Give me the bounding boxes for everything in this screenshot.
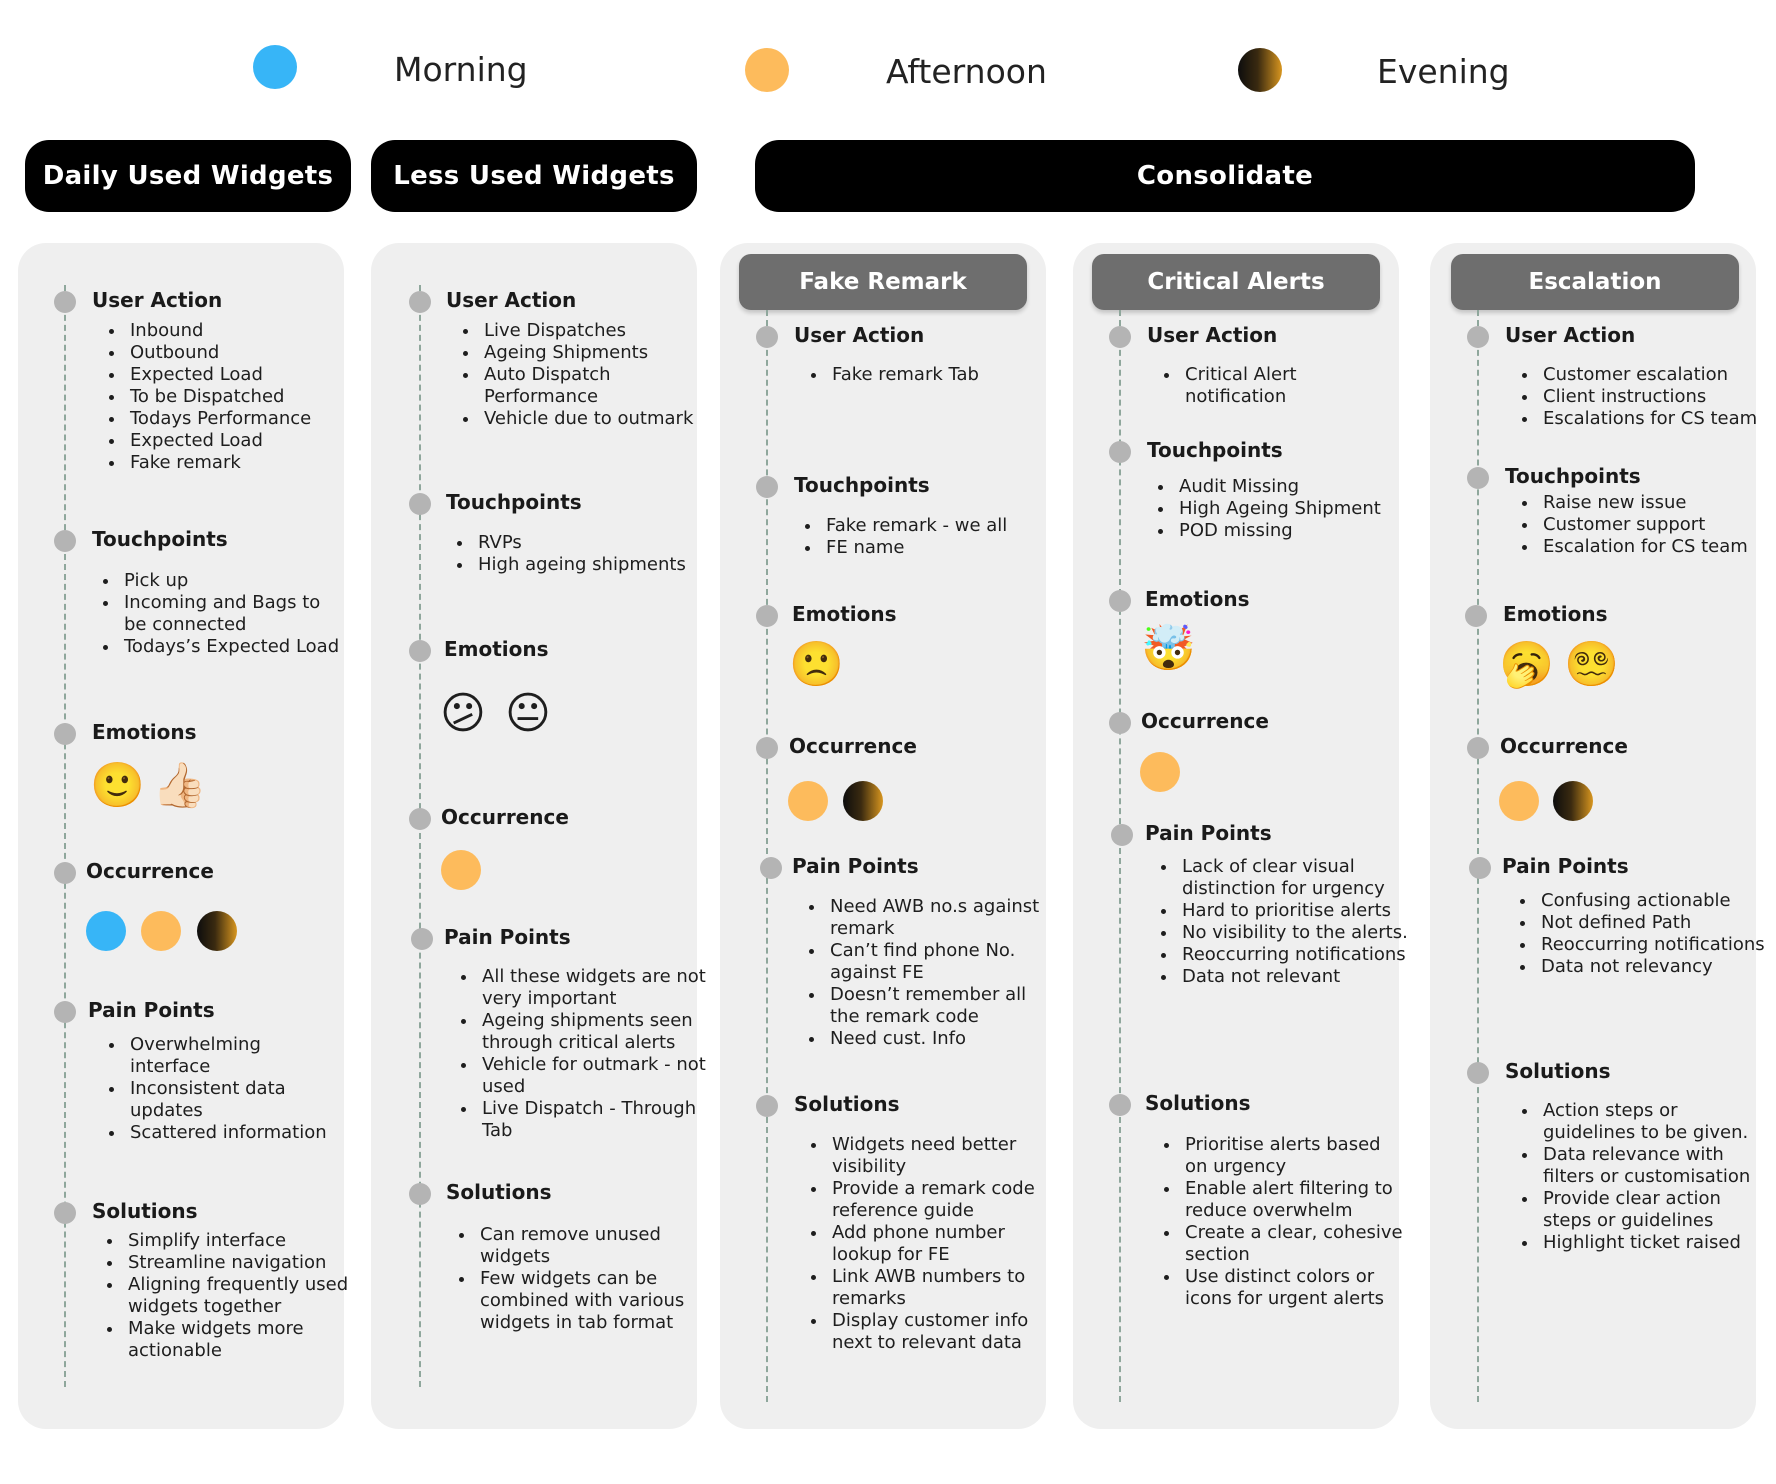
morning-dot [253,45,297,89]
list-item: • No visibility to the alerts. [1178,922,1408,944]
fake-remark-header: Fake Remark [739,254,1027,310]
legend-label-afternoon: Afternoon [886,52,1047,91]
list-item: • Few widgets can be combined with various widgets in tab format [476,1268,702,1334]
list-item: • Expected Load [126,364,346,386]
pain-points-list [798,896,1056,1050]
list-item: • Need AWB no.s against remark [826,896,1056,940]
escalation-header: Escalation [1451,254,1739,310]
solutions-title: Solutions [794,1092,900,1116]
list-item: • Provide clear action steps or guidelines [1539,1188,1765,1232]
list-item: • Provide a remark code reference guide [828,1178,1054,1222]
occurrence-title: Occurrence [441,805,569,829]
emotions-title: Emotions [792,602,897,626]
section-dot [409,1183,431,1205]
section-dot [1467,467,1489,489]
list-item: • Enable alert filtering to reduce overwhelm [1181,1178,1407,1222]
afternoon-dot [1140,752,1180,792]
pain-points-list [450,966,708,1142]
pain-points-title: Pain Points [1502,854,1629,878]
touchpoints-list [446,532,694,576]
list-item: • To be Dispatched [126,386,346,408]
list-item: • Action steps or guidelines to be given. [1539,1100,1765,1144]
list-item: • Lack of clear visual distinction for urgency [1178,856,1408,900]
section-dot [1109,326,1131,348]
solutions-list [800,1134,1054,1354]
list-item: • Outbound [126,342,346,364]
occurrence-title: Occurrence [789,734,917,758]
section-dot [756,476,778,498]
occurrence-title: Occurrence [1141,709,1269,733]
list-item: • Fake remark - we all [822,515,1052,537]
section-dot [54,291,76,313]
section-dot [1467,1062,1489,1084]
solutions-list [448,1224,702,1334]
list-item: • Fake remark Tab [828,364,1048,386]
list-item: • Display customer info next to relevant data [828,1310,1054,1354]
section-dot [411,928,433,950]
section-dot [756,737,778,759]
list-item: • Highlight ticket raised [1539,1232,1765,1254]
list-item: • Live Dispatch - Through Tab [478,1098,708,1142]
touchpoints-list [1147,476,1401,542]
user-action-list [1153,364,1401,408]
timeline [419,285,421,1387]
list-item: • Add phone number lookup for FE [828,1222,1054,1266]
evening-dot [1553,781,1593,821]
list-item: • Fake remark [126,452,346,474]
less-used-widgets-header: Less Used Widgets [371,140,697,212]
list-item: • Prioritise alerts based on urgency [1181,1134,1407,1178]
list-item: • Vehicle for outmark - not used [478,1054,708,1098]
list-item: • POD missing [1175,520,1401,542]
timeline [1119,310,1121,1402]
frowning-face-emoji: 🙁 [789,639,844,690]
touchpoints-title: Touchpoints [1505,464,1641,488]
section-dot [760,857,782,879]
list-item: • Raise new issue [1539,492,1759,514]
touchpoints-list [92,570,346,658]
touchpoints-title: Touchpoints [92,527,228,551]
pain-points-title: Pain Points [88,998,215,1022]
pain-points-list [98,1034,346,1144]
list-item: • Todays’s Expected Load [120,636,346,658]
section-dot [54,862,76,884]
evening-dot [843,781,883,821]
touchpoints-title: Touchpoints [794,473,930,497]
list-item: • Inbound [126,320,346,342]
smiling-face-emoji: 🙂 [90,760,145,811]
touchpoints-list [794,515,1052,559]
afternoon-dot [745,48,789,92]
list-item: • Scattered information [126,1122,346,1144]
section-dot [409,291,431,313]
user-action-list [1511,364,1759,430]
section-dot [1467,326,1489,348]
pain-points-title: Pain Points [792,854,919,878]
list-item: • Pick up [120,570,346,592]
user-action-title: User Action [1147,323,1278,347]
list-item: • Critical Alert notification [1181,364,1401,408]
consolidate-header: Consolidate [755,140,1695,212]
morning-dot [86,911,126,951]
list-item: • Can remove unused widgets [476,1224,702,1268]
touchpoints-title: Touchpoints [446,490,582,514]
user-action-title: User Action [92,288,223,312]
list-item: • Confusing actionable [1537,890,1767,912]
list-item: • Incoming and Bags to be connected [120,592,346,636]
list-item: • Create a clear, cohesive section [1181,1222,1407,1266]
user-action-title: User Action [446,288,577,312]
list-item: • All these widgets are not very important [478,966,708,1010]
section-dot [54,1001,76,1023]
daily-used-widgets-header: Daily Used Widgets [25,140,351,212]
list-item: • Simplify interface [124,1230,350,1252]
afternoon-dot [141,911,181,951]
emotions-title: Emotions [92,720,197,744]
list-item: • Todays Performance [126,408,346,430]
afternoon-dot [441,850,481,890]
legend-label-morning: Morning [394,50,528,89]
list-item: • Ageing Shipments [480,342,700,364]
evening-dot [1238,48,1282,92]
solutions-title: Solutions [446,1180,552,1204]
touchpoints-title: Touchpoints [1147,438,1283,462]
pain-points-title: Pain Points [1145,821,1272,845]
list-item: • High Ageing Shipment [1175,498,1401,520]
list-item: • Inconsistent data updates [126,1078,346,1122]
pain-points-list [1150,856,1408,988]
section-dot [1465,605,1487,627]
list-item: • Overwhelming interface [126,1034,346,1078]
evening-dot [197,911,237,951]
list-item: • FE name [822,537,1052,559]
occurrence-title: Occurrence [86,859,214,883]
afternoon-dot [1499,781,1539,821]
section-dot [54,530,76,552]
list-item: • High ageing shipments [474,554,694,576]
list-item: • Doesn’t remember all the remark code [826,984,1056,1028]
solutions-title: Solutions [1505,1059,1611,1083]
list-item: • Link AWB numbers to remarks [828,1266,1054,1310]
list-item: • Customer support [1539,514,1759,536]
list-item: • Aligning frequently used widgets together [124,1274,350,1318]
user-action-list [452,320,700,430]
pain-points-list [1509,890,1767,978]
section-dot [756,605,778,627]
legend-label-evening: Evening [1377,52,1510,91]
timeline [766,310,768,1402]
section-dot [1469,857,1491,879]
list-item: • Streamline navigation [124,1252,350,1274]
critical-alerts-header: Critical Alerts [1092,254,1380,310]
user-action-list [98,320,346,474]
touchpoints-list [1511,492,1759,558]
list-item: • Widgets need better visibility [828,1134,1054,1178]
dizzy-face-emoji: 😵‍💫 [1564,639,1619,690]
neutral-face-emoji: 😐 [505,688,551,739]
list-item: • Escalation for CS team [1539,536,1759,558]
list-item: • Vehicle due to outmark [480,408,700,430]
list-item: • Use distinct colors or icons for urgent alerts [1181,1266,1407,1310]
list-item: • Data relevance with filters or customisation [1539,1144,1765,1188]
solutions-list [1511,1100,1765,1254]
list-item: • Data not relevancy [1537,956,1767,978]
section-dot [54,1202,76,1224]
section-dot [1109,441,1131,463]
pain-points-title: Pain Points [444,925,571,949]
section-dot [756,1095,778,1117]
section-dot [54,723,76,745]
list-item: • Hard to prioritise alerts [1178,900,1408,922]
user-action-title: User Action [1505,323,1636,347]
thumbs-up-emoji: 👍🏻 [152,760,207,811]
list-item: • Ageing shipments seen through critical alerts [478,1010,708,1054]
section-dot [756,326,778,348]
section-dot [1467,737,1489,759]
occurrence-title: Occurrence [1500,734,1628,758]
solutions-list [96,1230,350,1362]
list-item: • Data not relevant [1178,966,1408,988]
section-dot [1109,1094,1131,1116]
list-item: • Can’t find phone No. against FE [826,940,1056,984]
section-dot [409,640,431,662]
list-item: • Customer escalation [1539,364,1759,386]
list-item: • Escalations for CS team [1539,408,1759,430]
emotions-title: Emotions [444,637,549,661]
list-item: • Expected Load [126,430,346,452]
list-item: • Need cust. Info [826,1028,1056,1050]
list-item: • Auto Dispatch Performance [480,364,700,408]
list-item: • Audit Missing [1175,476,1401,498]
list-item: • Make widgets more actionable [124,1318,350,1362]
solutions-list [1153,1134,1407,1310]
solutions-title: Solutions [92,1199,198,1223]
section-dot [409,808,431,830]
list-item: • Not defined Path [1537,912,1767,934]
section-dot [409,493,431,515]
user-action-list [800,364,1048,386]
list-item: • Live Dispatches [480,320,700,342]
emotions-title: Emotions [1145,587,1250,611]
section-dot [1111,824,1133,846]
list-item: • Reoccurring notifications [1537,934,1767,956]
exploding-head-emoji: 🤯 [1141,623,1196,674]
section-dot [1109,712,1131,734]
user-action-title: User Action [794,323,925,347]
yawning-face-emoji: 🥱 [1499,639,1554,690]
section-dot [1109,590,1131,612]
solutions-title: Solutions [1145,1091,1251,1115]
confused-face-emoji: 😕 [440,688,486,739]
list-item: • RVPs [474,532,694,554]
afternoon-dot [788,781,828,821]
emotions-title: Emotions [1503,602,1608,626]
list-item: • Reoccurring notifications [1178,944,1408,966]
list-item: • Client instructions [1539,386,1759,408]
